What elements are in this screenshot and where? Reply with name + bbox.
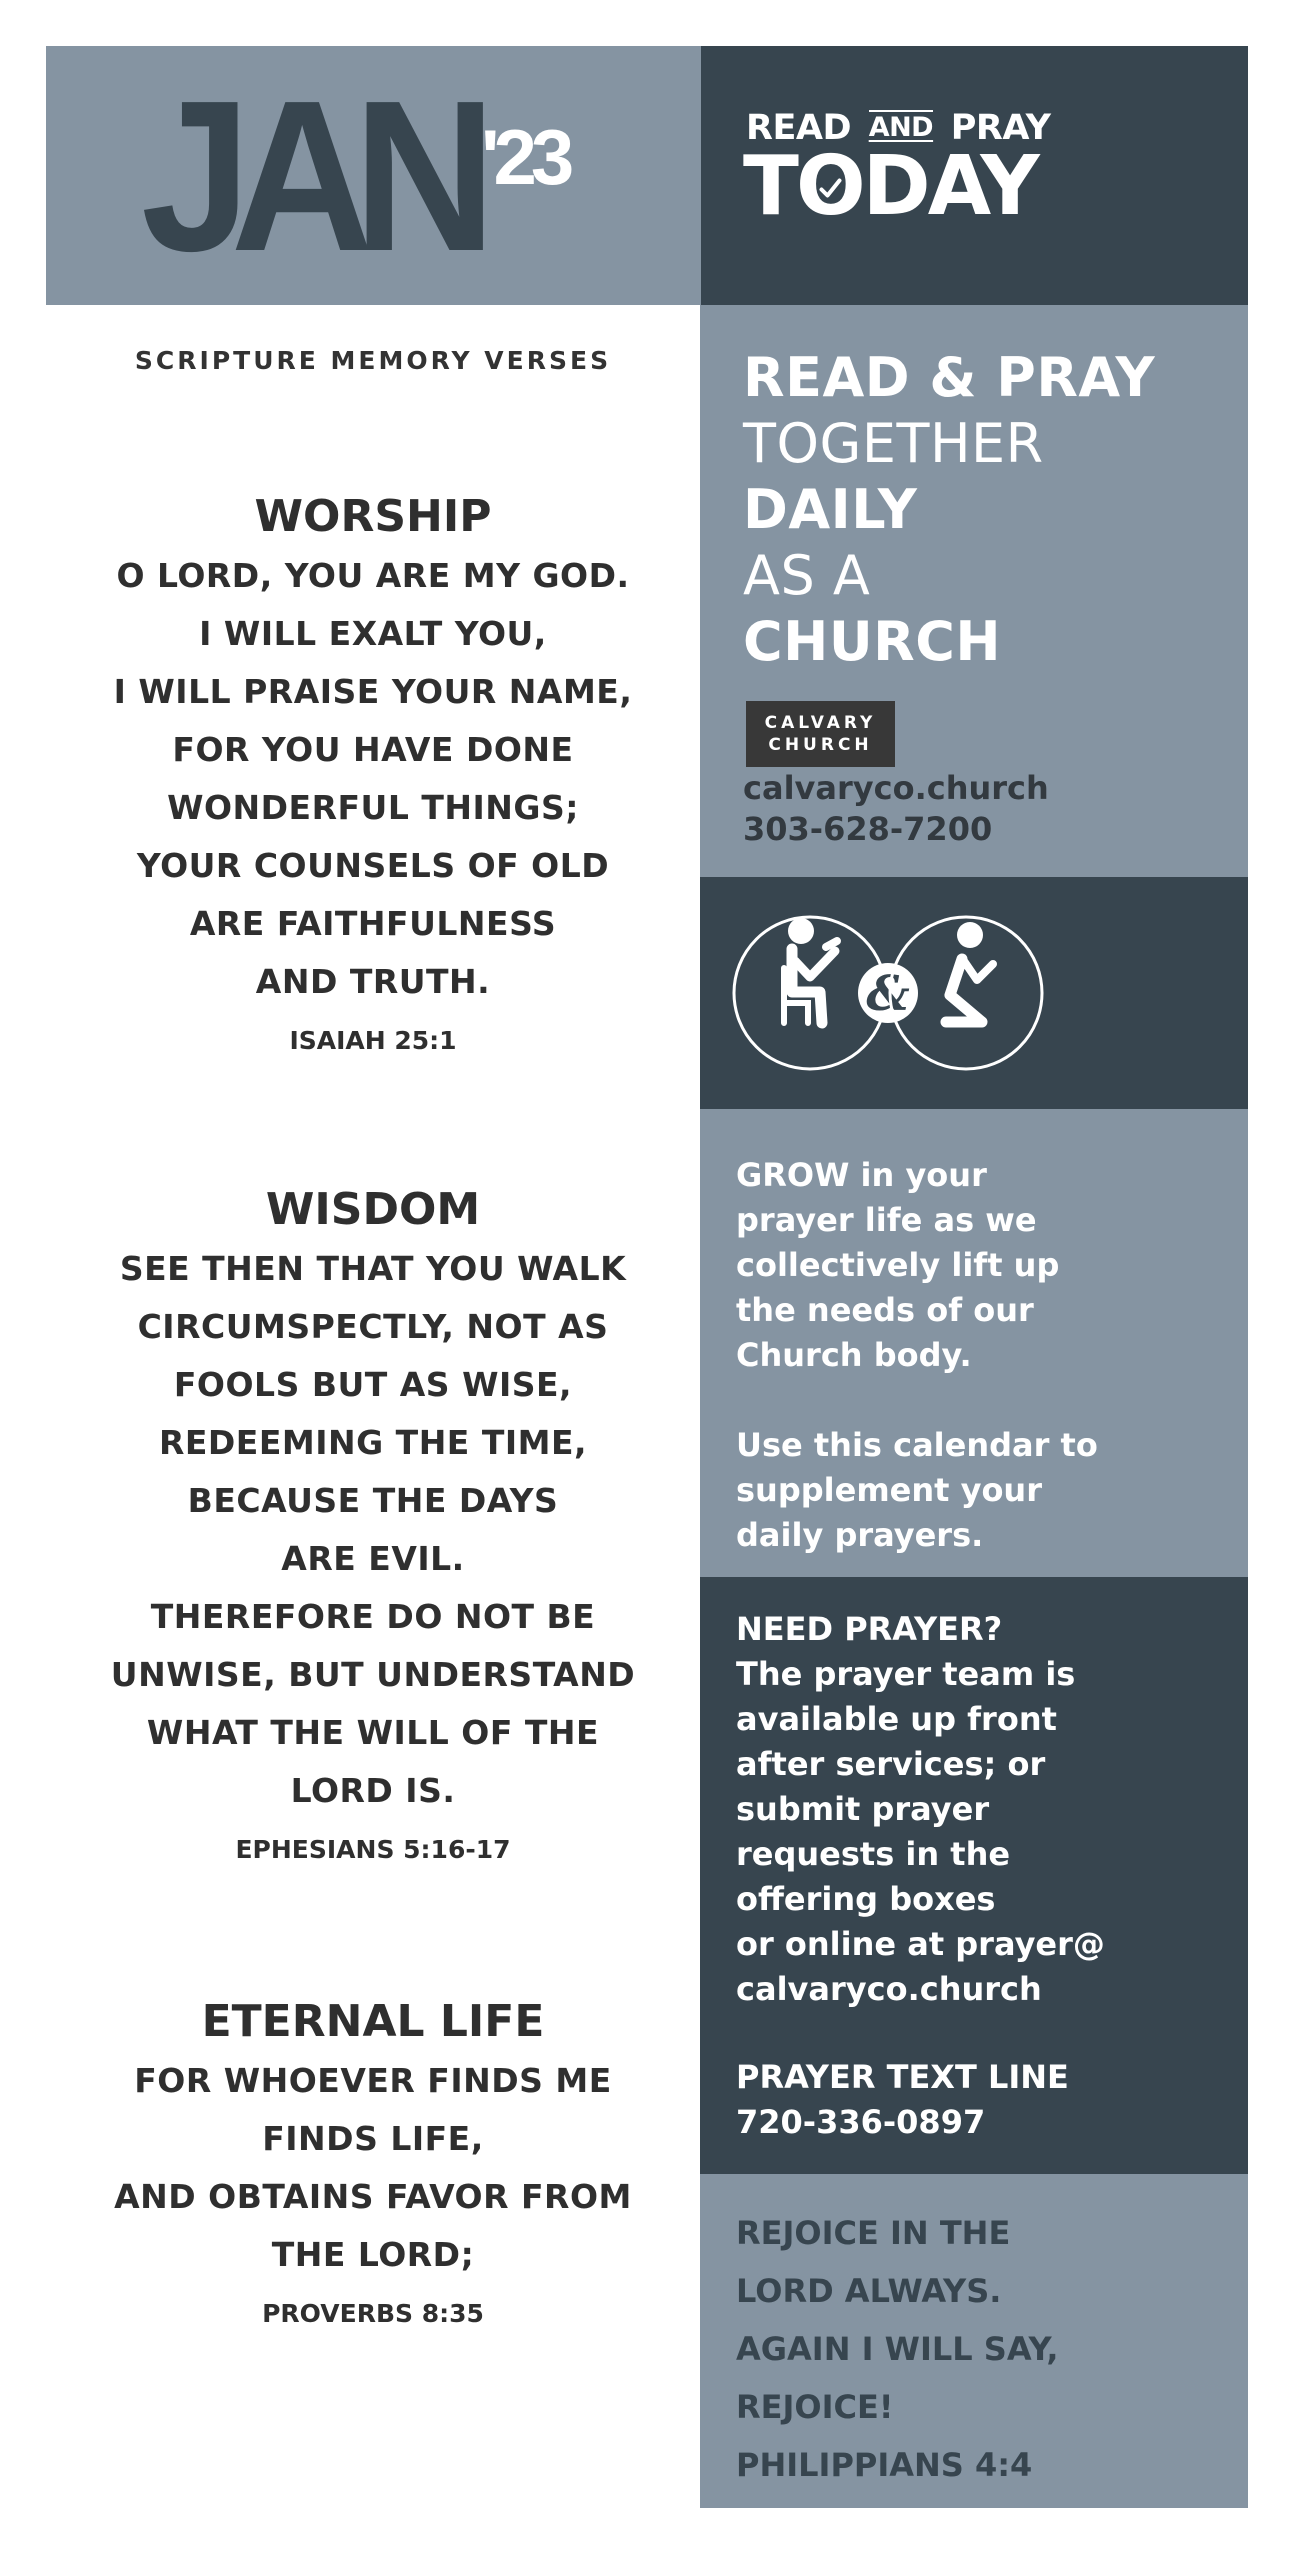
verse-line: THEREFORE DO NOT BE xyxy=(150,1597,596,1636)
grow-line: Church body. xyxy=(736,1336,972,1374)
verse-wisdom xyxy=(46,1180,700,1880)
verse-line: I WILL PRAISE YOUR NAME, xyxy=(113,672,633,711)
need-prayer-line: available up front xyxy=(736,1700,1057,1738)
prayer-text-line-number[interactable]: 720-336-0897 xyxy=(736,2103,986,2141)
grow-line: the needs of our xyxy=(736,1291,1034,1329)
read-pray-together-section xyxy=(700,305,1248,877)
verse-line: LORD IS. xyxy=(290,1771,456,1810)
closing-verse-line: LORD ALWAYS. xyxy=(736,2272,1002,2310)
ampersand-icon xyxy=(858,963,918,1023)
verse-line: SEE THEN THAT YOU WALK xyxy=(119,1249,627,1288)
verse-line: AND TRUTH. xyxy=(255,962,491,1001)
verse-line: WONDERFUL THINGS; xyxy=(167,788,579,827)
svg-text:&: & xyxy=(866,966,910,1022)
use-line: Use this calendar to xyxy=(736,1426,1098,1464)
verse-line: BECAUSE THE DAYS xyxy=(187,1481,559,1520)
logo-line: CHURCH xyxy=(768,735,873,755)
closing-verse-section xyxy=(700,2174,1248,2508)
verse-line: YOUR COUNSELS OF OLD xyxy=(136,846,610,885)
verse-title: ETERNAL LIFE xyxy=(201,1996,545,2047)
use-line: supplement your xyxy=(736,1471,1042,1509)
grow-line: prayer life as we xyxy=(736,1201,1037,1239)
grow-line: GROW in your xyxy=(736,1156,987,1194)
prayer-text-line-heading: PRAYER TEXT LINE xyxy=(736,2058,1069,2096)
verse-line: REDEEMING THE TIME, xyxy=(158,1423,588,1462)
verse-line: AND OBTAINS FAVOR FROM xyxy=(114,2177,632,2216)
grow-line: collectively lift up xyxy=(736,1246,1060,1284)
brand-today xyxy=(743,139,1037,234)
brand-pray: PRAY xyxy=(950,108,1051,148)
verse-line: ARE EVIL. xyxy=(281,1539,465,1578)
verse-title: WISDOM xyxy=(265,1184,481,1235)
verse-line: FOOLS BUT AS WISE, xyxy=(173,1365,573,1404)
brand-read: READ xyxy=(746,108,851,148)
brand-and: AND xyxy=(868,112,934,143)
verse-line: I WILL EXALT YOU, xyxy=(199,614,547,653)
verse-reference: EPHESIANS 5:16-17 xyxy=(235,1835,511,1864)
need-prayer-line: offering boxes xyxy=(736,1880,996,1918)
prayer-email-link[interactable]: calvaryco.church xyxy=(736,1970,1042,2008)
use-line: daily prayers. xyxy=(736,1516,984,1554)
verse-line: FINDS LIFE, xyxy=(262,2119,484,2158)
verse-line: UNWISE, BUT UNDERSTAND xyxy=(110,1655,636,1694)
phone-number[interactable]: 303-628-7200 xyxy=(743,810,993,848)
year-label: '23 xyxy=(481,113,569,201)
closing-verse-line: AGAIN I WILL SAY, xyxy=(736,2330,1059,2368)
verse-title: WORSHIP xyxy=(254,491,492,542)
brand-today-rest: DAY xyxy=(862,139,1037,234)
month-banner xyxy=(46,46,701,305)
read-and-pray-icons-section xyxy=(700,877,1248,1109)
calvary-church-logo xyxy=(746,701,895,767)
need-prayer-paragraph xyxy=(736,1607,1105,2012)
grow-paragraph xyxy=(736,1153,1059,1378)
verse-line: FOR YOU HAVE DONE xyxy=(172,730,574,769)
read-and-pray-today-logo xyxy=(701,46,1248,305)
month-label: JAN xyxy=(141,55,476,296)
verse-line: WHAT THE WILL OF THE xyxy=(146,1713,600,1752)
logo-line: CALVARY xyxy=(764,713,877,733)
verse-worship xyxy=(46,487,700,1071)
closing-verse-reference: PHILIPPIANS 4:4 xyxy=(736,2446,1033,2484)
brand-today-o xyxy=(795,139,863,234)
scripture-memory-verses-title: SCRIPTURE MEMORY VERSES xyxy=(134,346,612,375)
verse-line: FOR WHOEVER FINDS ME xyxy=(134,2061,612,2100)
prayer-text-line xyxy=(736,2055,1069,2145)
closing-verse-line: REJOICE! xyxy=(736,2388,894,2426)
headline xyxy=(743,345,1155,675)
checkmark-icon xyxy=(816,174,846,204)
contact-info xyxy=(743,768,1049,850)
website-link[interactable]: calvaryco.church xyxy=(743,769,1049,807)
closing-verse-line: REJOICE IN THE xyxy=(736,2214,1011,2252)
verse-line: O LORD, YOU ARE MY GOD. xyxy=(116,556,630,595)
verse-reference: ISAIAH 25:1 xyxy=(289,1026,457,1055)
headline-line: READ & PRAY xyxy=(743,346,1156,409)
closing-verse xyxy=(736,2204,1059,2494)
verse-line: CIRCUMSPECTLY, NOT AS xyxy=(137,1307,609,1346)
verse-eternal-life xyxy=(46,1992,700,2344)
need-prayer-line: submit prayer xyxy=(736,1790,990,1828)
brand-today-t: T xyxy=(743,139,796,234)
need-prayer-line: or online at prayer@ xyxy=(736,1925,1105,1963)
need-prayer-line: requests in the xyxy=(736,1835,1011,1873)
verse-reference: PROVERBS 8:35 xyxy=(262,2299,484,2328)
headline-line: AS A xyxy=(743,544,871,607)
headline-line: TOGETHER xyxy=(743,412,1044,475)
use-calendar-paragraph xyxy=(736,1423,1098,1558)
headline-line: DAILY xyxy=(743,478,918,541)
need-prayer-line: The prayer team is xyxy=(736,1655,1076,1693)
need-prayer-section xyxy=(700,1577,1248,2174)
brand-today-o-letter: O xyxy=(795,139,863,234)
need-prayer-heading: NEED PRAYER? xyxy=(736,1610,1003,1648)
verse-line: ARE FAITHFULNESS xyxy=(189,904,557,943)
headline-line: CHURCH xyxy=(743,610,1002,673)
read-and-pray-icons xyxy=(700,877,1248,1109)
grow-prayer-life-section xyxy=(700,1109,1248,1577)
verse-line: THE LORD; xyxy=(271,2235,475,2274)
need-prayer-line: after services; or xyxy=(736,1745,1046,1783)
